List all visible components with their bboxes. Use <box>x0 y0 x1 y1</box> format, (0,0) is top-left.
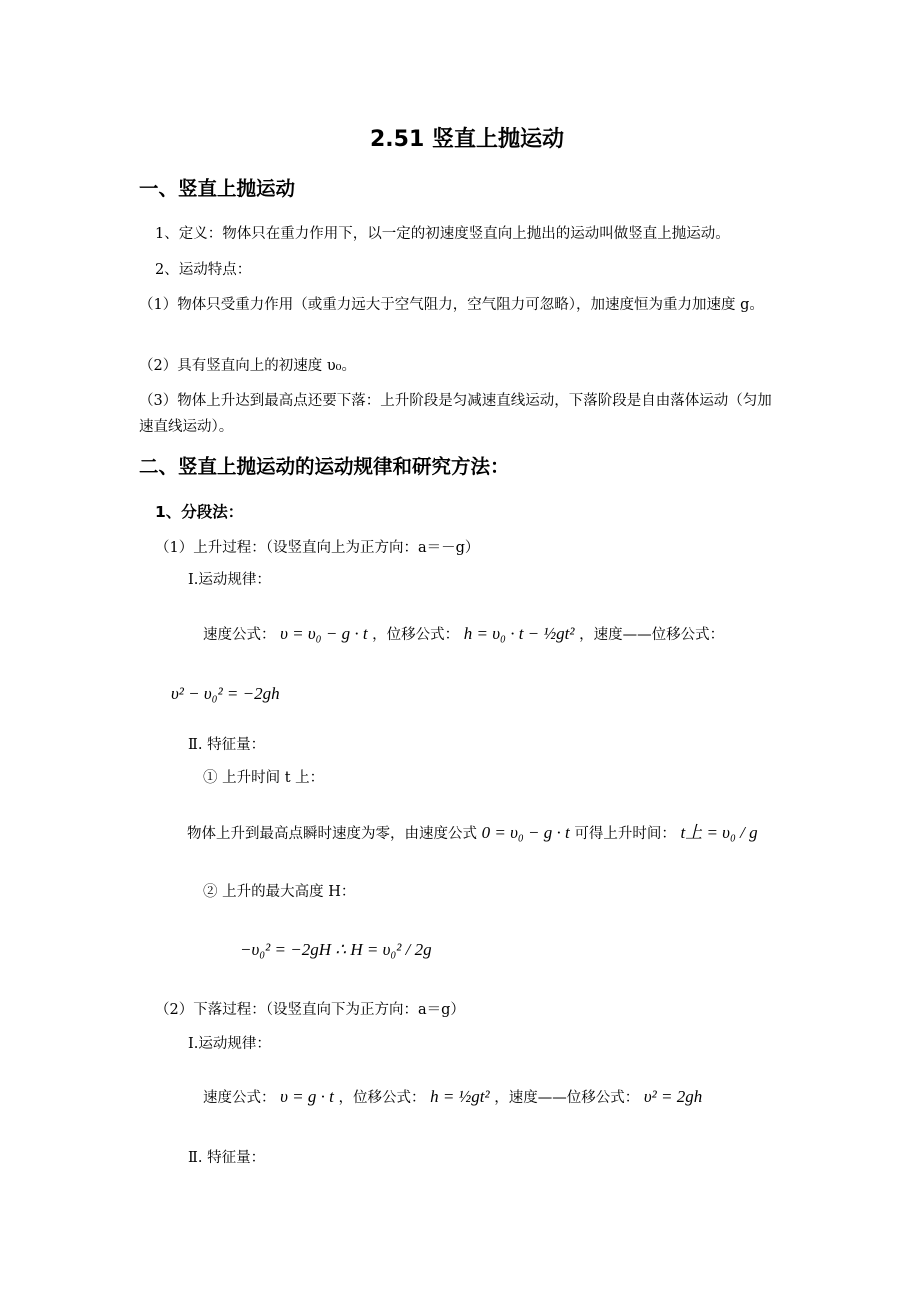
definition-text: 1、定义：物体只在重力作用下，以一定的初速度竖直向上抛出的运动叫做竖直上抛运动。 <box>155 226 730 242</box>
rising-item1-text-a: 物体上升到最高点瞬时速度为零，由速度公式 <box>187 826 477 842</box>
falling-char-label: Ⅱ. 特征量： <box>188 1150 266 1166</box>
rising-speed-label: 速度公式： <box>203 627 276 643</box>
rising-sv-label: ，速度——位移公式： <box>579 627 725 643</box>
falling-rules-label: Ⅰ.运动规律： <box>188 1036 271 1052</box>
section2-heading: 二、竖直上抛运动的运动规律和研究方法： <box>139 455 510 478</box>
rising-sv-formula: υ² − υ₀² = −2gh <box>171 684 280 703</box>
section1-heading: 一、竖直上抛运动 <box>139 177 296 200</box>
page-title: 2.51 竖直上抛运动 <box>370 127 564 152</box>
rising-label: （1）上升过程：（设竖直向上为正方向：a＝－g） <box>155 540 480 556</box>
feature1-text: （1）物体只受重力作用（或重力远大于空气阻力，空气阻力可忽略），加速度恒为重力加速度 g。 <box>139 297 764 313</box>
rising-item1-formula: 0 = υ₀ − g · t <box>481 823 570 842</box>
rising-item1-label: ① 上升时间 t 上： <box>203 770 325 786</box>
falling-disp-label: ，位移公式： <box>338 1090 426 1106</box>
feature2-text: （2）具有竖直向上的初速度 υ₀。 <box>139 358 356 374</box>
rising-item1-line <box>187 818 758 843</box>
rising-speed-formula: υ = υ₀ − g · t <box>280 624 368 643</box>
rising-disp-formula: h = υ₀ · t − ½gt² <box>463 624 575 643</box>
rising-item1-text-b: 可得上升时间： <box>574 826 676 842</box>
rising-disp-label: ，位移公式： <box>372 627 460 643</box>
rising-formulas-line <box>203 612 724 657</box>
falling-speed-label: 速度公式： <box>203 1090 276 1106</box>
method1-heading: 1、分段法： <box>155 503 244 521</box>
falling-speed-formula: υ = g · t <box>280 1087 334 1106</box>
features-label: 2、运动特点： <box>155 262 252 278</box>
falling-disp-formula: h = ½gt² <box>430 1087 490 1106</box>
rising-item2-formula: −υ₀² = −2gH ∴ H = υ₀² / 2g <box>240 940 432 959</box>
falling-sv-label: ，速度——位移公式： <box>494 1090 640 1106</box>
falling-formulas-line <box>203 1086 702 1107</box>
feature3-text: （3）物体上升达到最高点还要下落：上升阶段是匀减速直线运动，下落阶段是自由落体运动（匀加速直线运动）。 <box>139 393 772 435</box>
falling-label: （2）下落过程：（设竖直向下为正方向：a＝g） <box>155 1002 465 1018</box>
rising-char-label: Ⅱ. 特征量： <box>188 737 266 753</box>
rising-item2-label: ② 上升的最大高度 H： <box>203 884 356 900</box>
falling-sv-formula: υ² = 2gh <box>643 1087 703 1106</box>
rising-item1-result: t上 = υ₀ / g <box>680 823 758 842</box>
rising-rules-label: Ⅰ.运动规律： <box>188 572 271 588</box>
